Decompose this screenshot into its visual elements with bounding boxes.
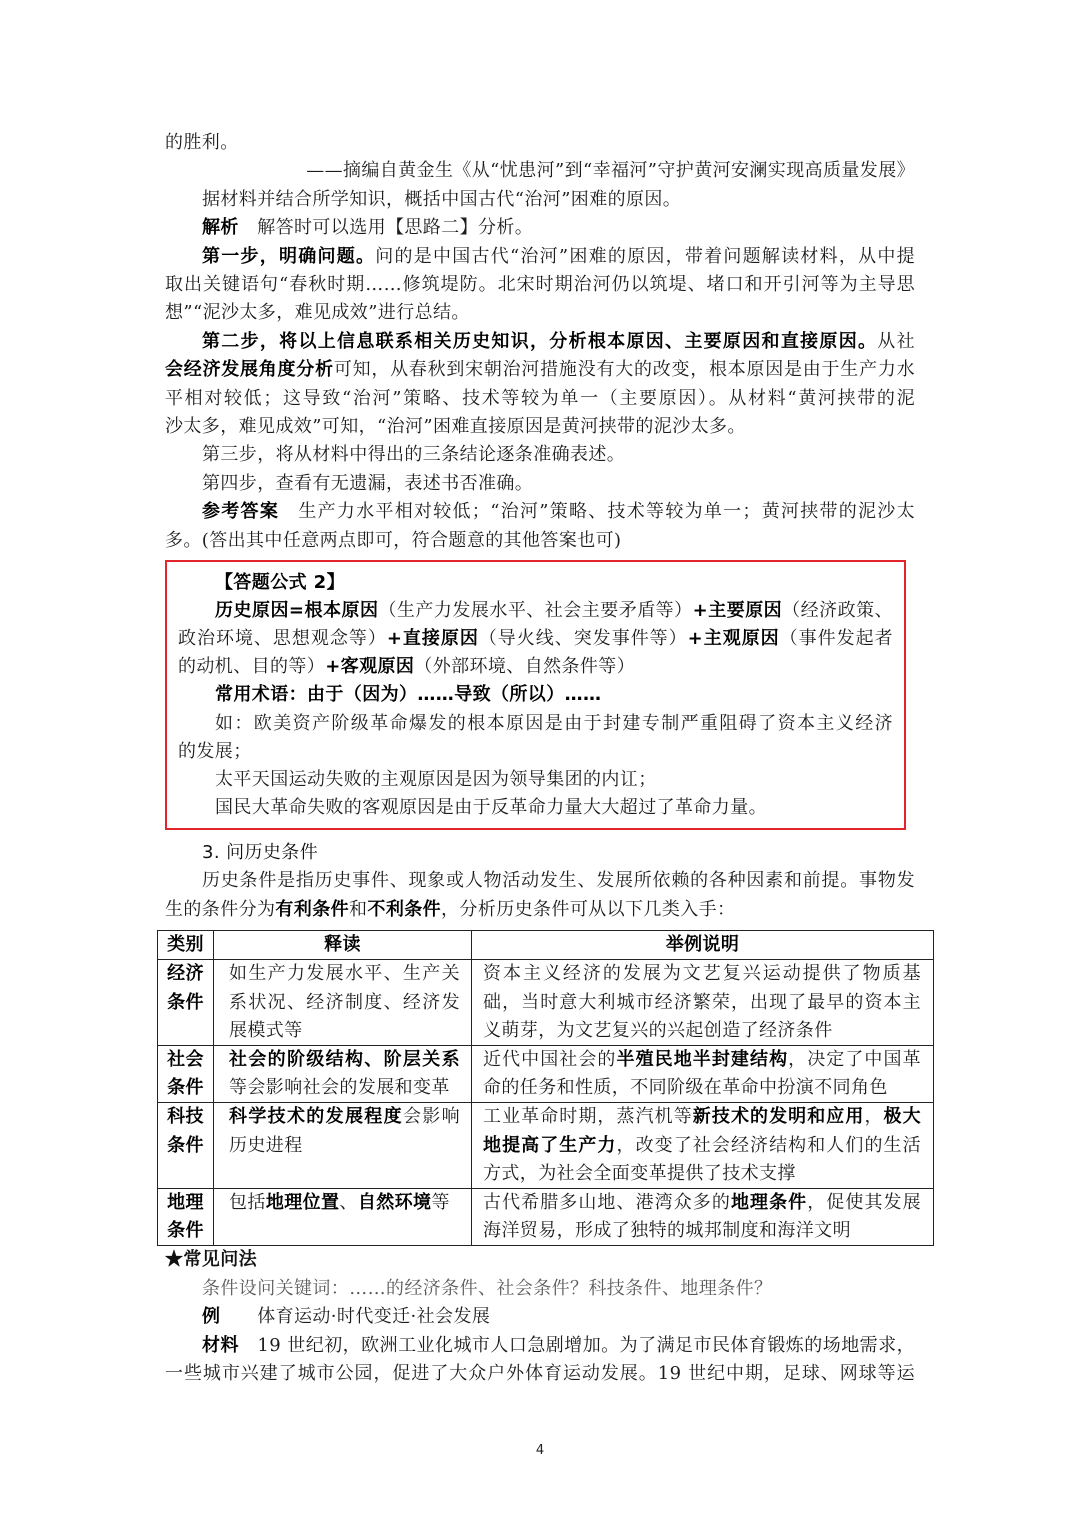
text-run: ， <box>864 1106 884 1128</box>
text-run: （生产力发展水平、社会主要矛盾等） <box>378 600 693 622</box>
table-row <box>158 960 934 1046</box>
cell-text-line: 方式，为社会全面变革提供了技术支撑 <box>483 1162 796 1184</box>
bold-text-run: +客观原因 <box>325 656 415 678</box>
text-run: ，决定了中国革 <box>788 1048 921 1070</box>
table-row <box>158 1188 934 1245</box>
box-text-line <box>178 653 893 681</box>
cell-text-line <box>229 1103 460 1131</box>
text-run: 政治环境、思想观念等） <box>178 628 387 650</box>
text-run: 解答时可以选用【思路二】分析。 <box>238 217 534 239</box>
bold-text-run: 第二步，将以上信息联系相关历史知识，分析根本原因、主要原因和直接原因。 <box>202 330 878 352</box>
bold-text-run: 第一步，明确问题。 <box>202 245 376 267</box>
example-cell <box>472 1103 934 1189</box>
text-run: 、 <box>339 1191 358 1213</box>
bold-text-run: 地理位置 <box>265 1191 340 1213</box>
section-heading: 3. 问历史条件 <box>202 841 319 863</box>
text-run: 生产力水平相对较低；“治河”策略、技术等较为单一；黄河挟带的泥沙太 <box>279 501 915 523</box>
bold-text-run: 地提高了生产力 <box>483 1134 617 1156</box>
text-line <box>165 243 915 271</box>
text-run: 古代希腊多山地、港湾众多的 <box>483 1191 731 1213</box>
text-line: 历史条件是指历史事件、现象或人物活动发生、发展所依赖的各种因素和前提。事物发 <box>202 870 915 892</box>
text-run: （事件发起者 <box>779 628 893 650</box>
bold-text-run: 参考答案 <box>202 501 280 523</box>
text-line: 的胜利。 <box>165 132 239 153</box>
text-run: ，分析历史条件可从以下几类入手： <box>441 898 736 920</box>
box-text-line <box>178 681 893 709</box>
text-run: 19 世纪初，欧洲工业化城市人口急剧增加。为了满足市民体育锻炼的场地需求， <box>238 1334 915 1356</box>
text-run: 近代中国社会的 <box>483 1048 617 1070</box>
bold-text-run: 常用术语：由于（因为）……导致（所以）…… <box>215 684 602 706</box>
text-line: 取出关键语句“春秋时期……修筑堤防。北宋时期治河仍以筑堤、堵口和开引河等为主导思 <box>165 274 915 296</box>
text-line <box>165 896 915 924</box>
text-run: 可知，从春秋到宋朝治河措施没有大的改变，根本原因是由于生产力水 <box>333 359 915 381</box>
category-cell: 经济条件 <box>158 960 214 1046</box>
text-run: （外部环境、自然条件等） <box>414 656 636 678</box>
text-run: ，促使其发展 <box>807 1191 921 1213</box>
cell-text-line: 如生产力发展水平、生产关 <box>229 963 460 985</box>
cell-text-line <box>229 1046 460 1074</box>
text-run: 和 <box>349 898 368 920</box>
interpretation-cell <box>214 1188 472 1245</box>
cell-text-line: 展模式等 <box>229 1019 303 1041</box>
example-title-line <box>165 1303 915 1331</box>
cell-text-line: 础，当时意大利城市经济繁荣，出现了最早的资本主 <box>483 991 921 1013</box>
source-citation: ——摘编自黄金生《从“忧患河”到“幸福河”守护黄河安澜实现高质量发展》 <box>306 160 915 182</box>
bold-text-run: 半殖民地半封建结构 <box>616 1048 789 1070</box>
text-run: （导火线、突发事件等） <box>478 628 688 650</box>
example-cell <box>472 1045 934 1102</box>
historical-conditions-table <box>157 930 934 1246</box>
text-run: 问的是中国古代“治河”困难的原因，带着问题解读材料，从中提 <box>375 245 915 267</box>
box-text-line: 如：欧美资产阶级革命爆发的根本原因是由于封建专制严重阻碍了资本主义经济 <box>215 712 893 734</box>
text-run: 包括 <box>229 1191 266 1213</box>
reference-answer-line <box>165 498 915 526</box>
material-line: 一些城市兴建了城市公园，促进了大众户外体育运动发展。19 世纪中期，足球、网球等运 <box>165 1363 915 1385</box>
bold-text-run: 自然环境 <box>357 1191 432 1213</box>
analysis-line <box>165 214 915 242</box>
text-line: 平相对较低；这导致“治河”策略、技术等较为单一（主要原因）。从材料“黄河挟带的泥 <box>165 387 915 409</box>
box-text-line <box>178 597 893 625</box>
interpretation-cell <box>214 960 472 1046</box>
bold-text-run: 例 <box>202 1306 221 1328</box>
interpretation-cell <box>214 1103 472 1189</box>
bold-text-run: 有利条件 <box>275 898 350 920</box>
example-cell <box>472 1188 934 1245</box>
cell-text-line <box>483 1046 921 1074</box>
cell-text-line: 资本主义经济的发展为文艺复兴运动提供了物质基 <box>483 963 921 985</box>
box-text-line <box>178 625 893 653</box>
text-line <box>165 356 915 384</box>
cell-text-line <box>483 1189 921 1217</box>
cell-text-line: 等会影响社会的发展和变革 <box>229 1077 450 1099</box>
text-run: 生的条件分为 <box>165 898 276 920</box>
text-line: 第四步，查看有无遗漏，表述书否准确。 <box>202 472 534 494</box>
category-cell: 社会条件 <box>158 1045 214 1102</box>
bold-text-run: 新技术的发明和应用 <box>692 1106 865 1128</box>
interpretation-cell <box>214 1045 472 1102</box>
cell-text-line: 系状况、经济制度、经济发 <box>229 991 460 1013</box>
question-line: 据材料并结合所学知识，概括中国古代“治河”困难的原因。 <box>202 188 682 210</box>
text-run: 从社 <box>877 330 915 352</box>
material-line <box>165 1332 915 1360</box>
page-number: 4 <box>535 1443 545 1458</box>
bold-text-run: 不利条件 <box>367 898 442 920</box>
bold-text-run: +主要原因 <box>692 600 783 622</box>
answer-formula-box <box>165 560 906 830</box>
table-header-cell: 举例说明 <box>472 931 934 960</box>
text-line: 想”“泥沙太多，难见成效”进行总结。 <box>165 302 470 324</box>
table-header-cell: 类别 <box>158 931 214 960</box>
common-questions-heading: ★常见问法 <box>165 1249 257 1271</box>
bold-text-run: +主观原因 <box>687 628 780 650</box>
box-text-line: 的发展； <box>178 740 252 762</box>
text-run: 会影响 <box>402 1106 460 1128</box>
bold-text-run: 【答题公式 2】 <box>215 572 345 594</box>
bold-text-run: 会经济发展角度分析 <box>165 359 334 381</box>
table-header-cell: 释读 <box>214 931 472 960</box>
example-cell <box>472 960 934 1046</box>
table-row <box>158 1045 934 1102</box>
text-run: ，改变了社会经济结构和人们的生活 <box>616 1134 921 1156</box>
bold-text-run: 社会的阶级结构、阶层关系 <box>229 1048 460 1070</box>
box-text-line: 太平天国运动失败的主观原因是因为领导集团的内讧； <box>215 768 657 790</box>
box-title <box>178 569 893 597</box>
text-line <box>165 328 915 356</box>
text-run: 体育运动·时代变迁·社会发展 <box>220 1306 491 1328</box>
question-keywords-line: 条件设问关键词：……的经济条件、社会条件？科技条件、地理条件？ <box>202 1277 773 1299</box>
text-line: 第三步，将从材料中得出的三条结论逐条准确表述。 <box>202 444 626 466</box>
bold-text-run: 解析 <box>202 217 239 239</box>
table-header-row <box>158 931 934 960</box>
page-content <box>165 129 921 1388</box>
bold-text-run: +直接原因 <box>386 628 479 650</box>
bold-text-run: 历史原因=根本原因 <box>215 600 379 622</box>
table-row <box>158 1103 934 1189</box>
text-run: 的动机、目的等） <box>178 656 326 678</box>
bold-text-run: 极大 <box>883 1106 921 1128</box>
bold-text-run: 地理条件 <box>730 1191 808 1213</box>
category-cell: 科技条件 <box>158 1103 214 1189</box>
cell-text-line <box>229 1189 460 1217</box>
cell-text-line <box>483 1103 921 1131</box>
text-run: 等 <box>431 1191 450 1213</box>
cell-text-line: 海洋贸易，形成了独特的城邦制度和海洋文明 <box>483 1220 851 1242</box>
text-run: 工业革命时期，蒸汽机等 <box>483 1106 693 1128</box>
text-line: 沙太多，难见成效”可知，“治河”困难直接原因是黄河挟带的泥沙太多。 <box>165 416 746 438</box>
text-line: 多。(答出其中任意两点即可，符合题意的其他答案也可) <box>165 529 622 551</box>
bold-text-run: 材料 <box>202 1334 239 1356</box>
cell-text-line: 义萌芽，为文艺复兴的兴起创造了经济条件 <box>483 1019 833 1041</box>
category-cell: 地理条件 <box>158 1188 214 1245</box>
cell-text-line: 历史进程 <box>229 1134 303 1156</box>
cell-text-line: 命的任务和性质，不同阶级在革命中扮演不同角色 <box>483 1077 888 1099</box>
bold-text-run: 科学技术的发展程度 <box>229 1106 403 1128</box>
cell-text-line <box>483 1132 921 1160</box>
text-run: （经济政策、 <box>782 600 893 622</box>
box-text-line: 国民大革命失败的客观原因是由于反革命力量大大超过了革命力量。 <box>215 796 767 818</box>
